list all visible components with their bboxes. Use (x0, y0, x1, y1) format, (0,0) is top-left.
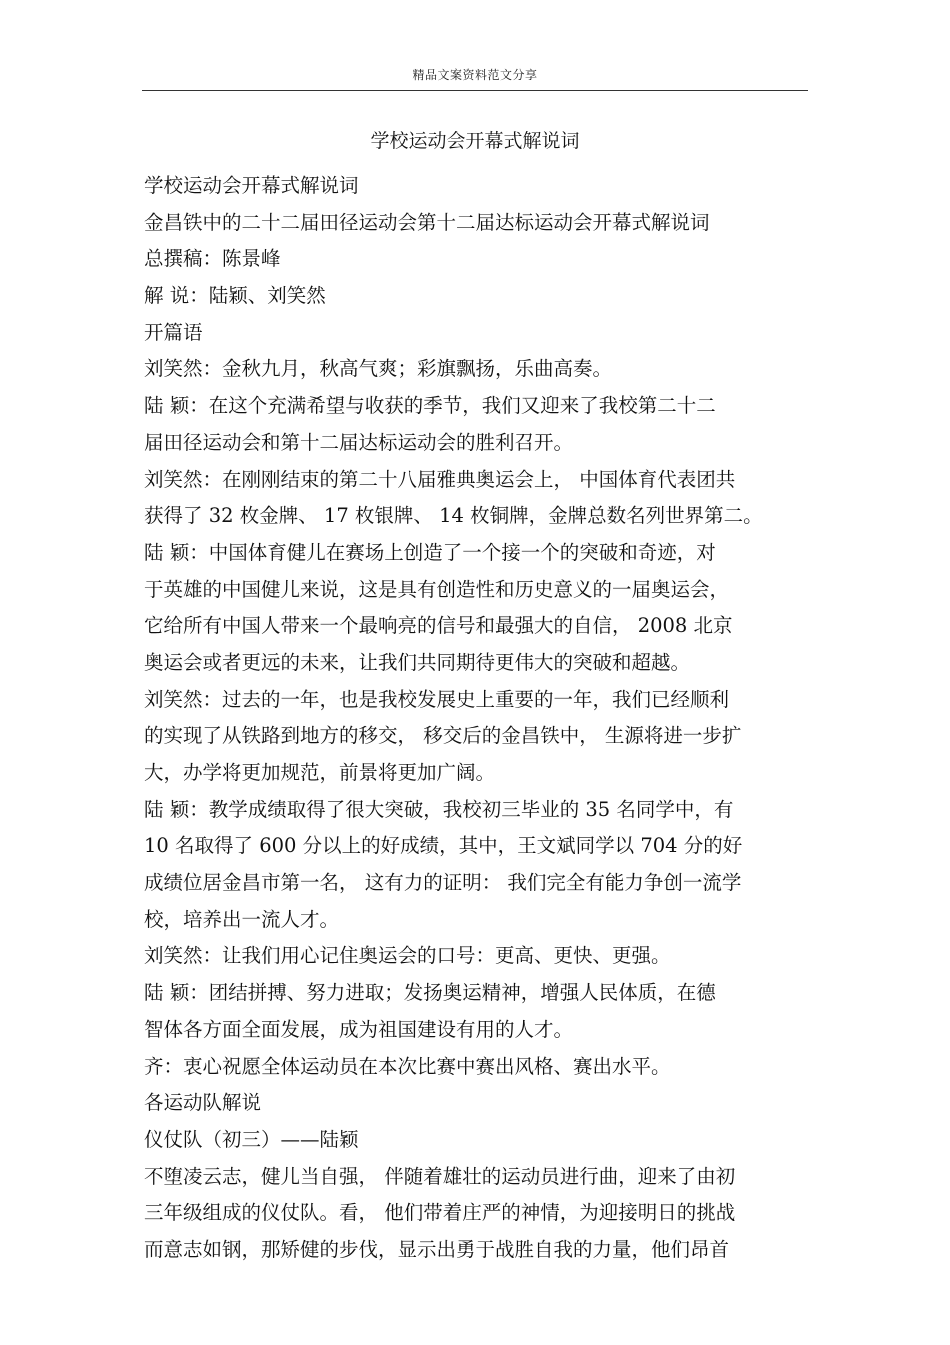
document-body (144, 168, 809, 1269)
text-line: 校，培养出一流人才。 (144, 907, 340, 931)
text-line: 仪仗队（初三）——陆颖 (144, 1127, 359, 1151)
text-line: 陆 颖：团结拼搏、努力进取；发扬奥运精神，增强人民体质，在德 (144, 981, 716, 1005)
text-line: 刘笑然：过去的一年，也是我校发展史上重要的一年，我们已经顺利 (144, 687, 730, 711)
text-line: 学校运动会开幕式解说词 (144, 174, 359, 197)
text-line: 各运动队解说 (144, 1091, 262, 1115)
text-line: 成绩位居金昌市第一名， 这有力的证明： 我们完全有能力争创一流学 (144, 871, 742, 895)
text-line: 奥运会或者更远的未来，让我们共同期待更伟大的突破和超越。 (144, 650, 691, 674)
document-title: 学校运动会开幕式解说词 (370, 130, 580, 152)
page-header: 精品文案资料范文分享 (412, 68, 538, 82)
text-line: 它给所有中国人带来一个最响亮的信号和最强大的自信， 2008 北京 (144, 614, 733, 638)
text-line: 届田径运动会和第十二届达标运动会的胜利召开。 (144, 430, 574, 454)
text-line: 齐：衷心祝愿全体运动员在本次比赛中赛出风格、赛出水平。 (144, 1054, 671, 1078)
header-divider (142, 90, 808, 91)
text-line: 解 说：陆颖、刘笑然 (144, 284, 326, 308)
text-line: 刘笑然：金秋九月，秋高气爽；彩旗飘扬，乐曲高奏。 (144, 357, 613, 381)
text-line: 于英雄的中国健儿来说，这是具有创造性和历史意义的一届奥运会， (144, 577, 730, 601)
text-line: 陆 颖：教学成绩取得了很大突破，我校初三毕业的 35 名同学中，有 (144, 797, 734, 821)
text-line: 大，办学将更加规范，前景将更加广阔。 (144, 761, 496, 784)
text-line: 而意志如钢，那矫健的步伐，显示出勇于战胜自我的力量，他们昂首 (144, 1237, 730, 1261)
text-line: 陆 颖：中国体育健儿在赛场上创造了一个接一个的突破和奇迹，对 (144, 540, 716, 564)
text-line: 刘笑然：让我们用心记住奥运会的口号：更高、更快、更强。 (144, 944, 671, 968)
text-line: 刘笑然：在刚刚结束的第二十八届雅典奥运会上， 中国体育代表团共 (144, 467, 736, 491)
text-line: 金昌铁中的二十二届田径运动会第十二届达标运动会开幕式解说词 (144, 210, 710, 234)
text-line: 不堕凌云志，健儿当自强， 伴随着雄壮的运动员进行曲，迎来了由初 (144, 1164, 736, 1188)
text-line: 获得了 32 枚金牌、 17 枚银牌、 14 枚铜牌，金牌总数名列世界第二。 (144, 504, 763, 528)
text-line: 10 名取得了 600 分以上的好成绩，其中，王文斌同学以 704 分的好 (144, 834, 743, 858)
text-line: 总撰稿：陈景峰 (144, 247, 281, 271)
text-line: 三年级组成的仪仗队。看， 他们带着庄严的神情，为迎接明日的挑战 (144, 1201, 736, 1225)
text-line: 的实现了从铁路到地方的移交， 移交后的金昌铁中， 生源将进一步扩 (144, 724, 742, 748)
text-line: 陆 颖：在这个充满希望与收获的季节，我们又迎来了我校第二十二 (144, 394, 716, 418)
text-line: 开篇语 (144, 320, 203, 344)
text-line: 智体各方面全面发展，成为祖国建设有用的人才。 (144, 1017, 574, 1041)
